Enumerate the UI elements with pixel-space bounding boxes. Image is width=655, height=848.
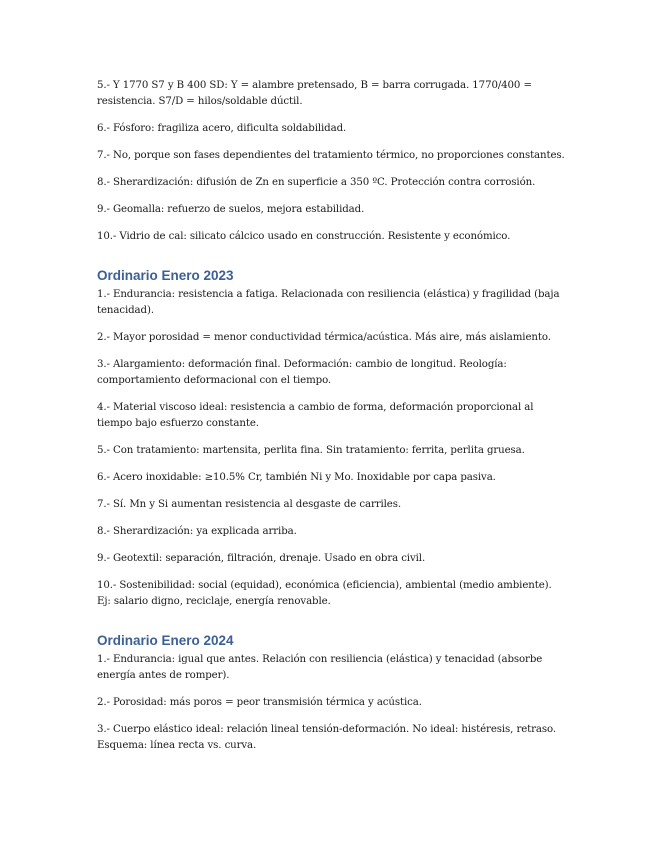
answer-item: 2.- Porosidad: más poros = peor transmisión térmica y acústica. (97, 697, 422, 708)
answer-item: 9.- Geotextil: separación, filtración, drenaje. Usado en obra civil. (97, 553, 426, 564)
answer-item: 9.- Geomalla: refuerzo de suelos, mejora estabilidad. (97, 204, 365, 215)
answer-item: 2.- Mayor porosidad = menor conductividad térmica/acústica. Más aire, más aislamiento. (97, 332, 551, 343)
document-body (97, 78, 567, 765)
answers-list-2023 (97, 287, 567, 610)
answer-item: 3.- Alargamiento: deformación final. Deformación: cambio de longitud. Reología: comportamiento deformacional con el tiempo. (97, 359, 507, 386)
answer-item: 5.- Con tratamiento: martensita, perlita fina. Sin tratamiento: ferrita, perlita gruesa. (97, 445, 525, 456)
answer-item: 5.- Y 1770 S7 y B 400 SD: Y = alambre pretensado, B = barra corrugada. 1770/400 = resistencia. S7/D = hilos/soldable dúctil. (97, 80, 532, 107)
answers-list-2024 (97, 652, 567, 754)
answer-item: 10.- Sostenibilidad: social (equidad), económica (eficiencia), ambiental (medio ambiente). Ej: salario digno, reciclaje, energía renovable. (97, 580, 552, 607)
answers-list-top (97, 78, 567, 245)
answer-item: 6.- Acero inoxidable: ≥10.5% Cr, también Ni y Mo. Inoxidable por capa pasiva. (97, 472, 496, 483)
section-heading-2023: Ordinario Enero 2023 (97, 268, 234, 283)
answer-item: 3.- Cuerpo elástico ideal: relación lineal tensión-deformación. No ideal: histéresis, retraso. Esquema: línea recta vs. curva. (97, 724, 556, 751)
section-heading-2024: Ordinario Enero 2024 (97, 633, 234, 648)
answer-item: 4.- Material viscoso ideal: resistencia a cambio de forma, deformación proporcional al tiempo bajo esfuerzo constante. (97, 402, 534, 429)
answer-item: 8.- Sherardización: difusión de Zn en superficie a 350 ºC. Protección contra corrosión. (97, 177, 536, 188)
answer-item: 1.- Endurancia: resistencia a fatiga. Relacionada con resiliencia (elástica) y fragilidad (baja tenacidad). (97, 289, 560, 316)
answer-item: 6.- Fósforo: fragiliza acero, dificulta soldabilidad. (97, 123, 347, 134)
answer-item: 10.- Vidrio de cal: silicato cálcico usado en construcción. Resistente y económico. (97, 231, 511, 242)
answer-item: 1.- Endurancia: igual que antes. Relación con resiliencia (elástica) y tenacidad (absorbe energía antes de romper). (97, 654, 543, 681)
answer-item: 7.- No, porque son fases dependientes del tratamiento térmico, no proporciones constantes. (97, 150, 565, 161)
answer-item: 8.- Sherardización: ya explicada arriba. (97, 526, 297, 537)
answer-item: 7.- Sí. Mn y Si aumentan resistencia al desgaste de carriles. (97, 499, 401, 510)
